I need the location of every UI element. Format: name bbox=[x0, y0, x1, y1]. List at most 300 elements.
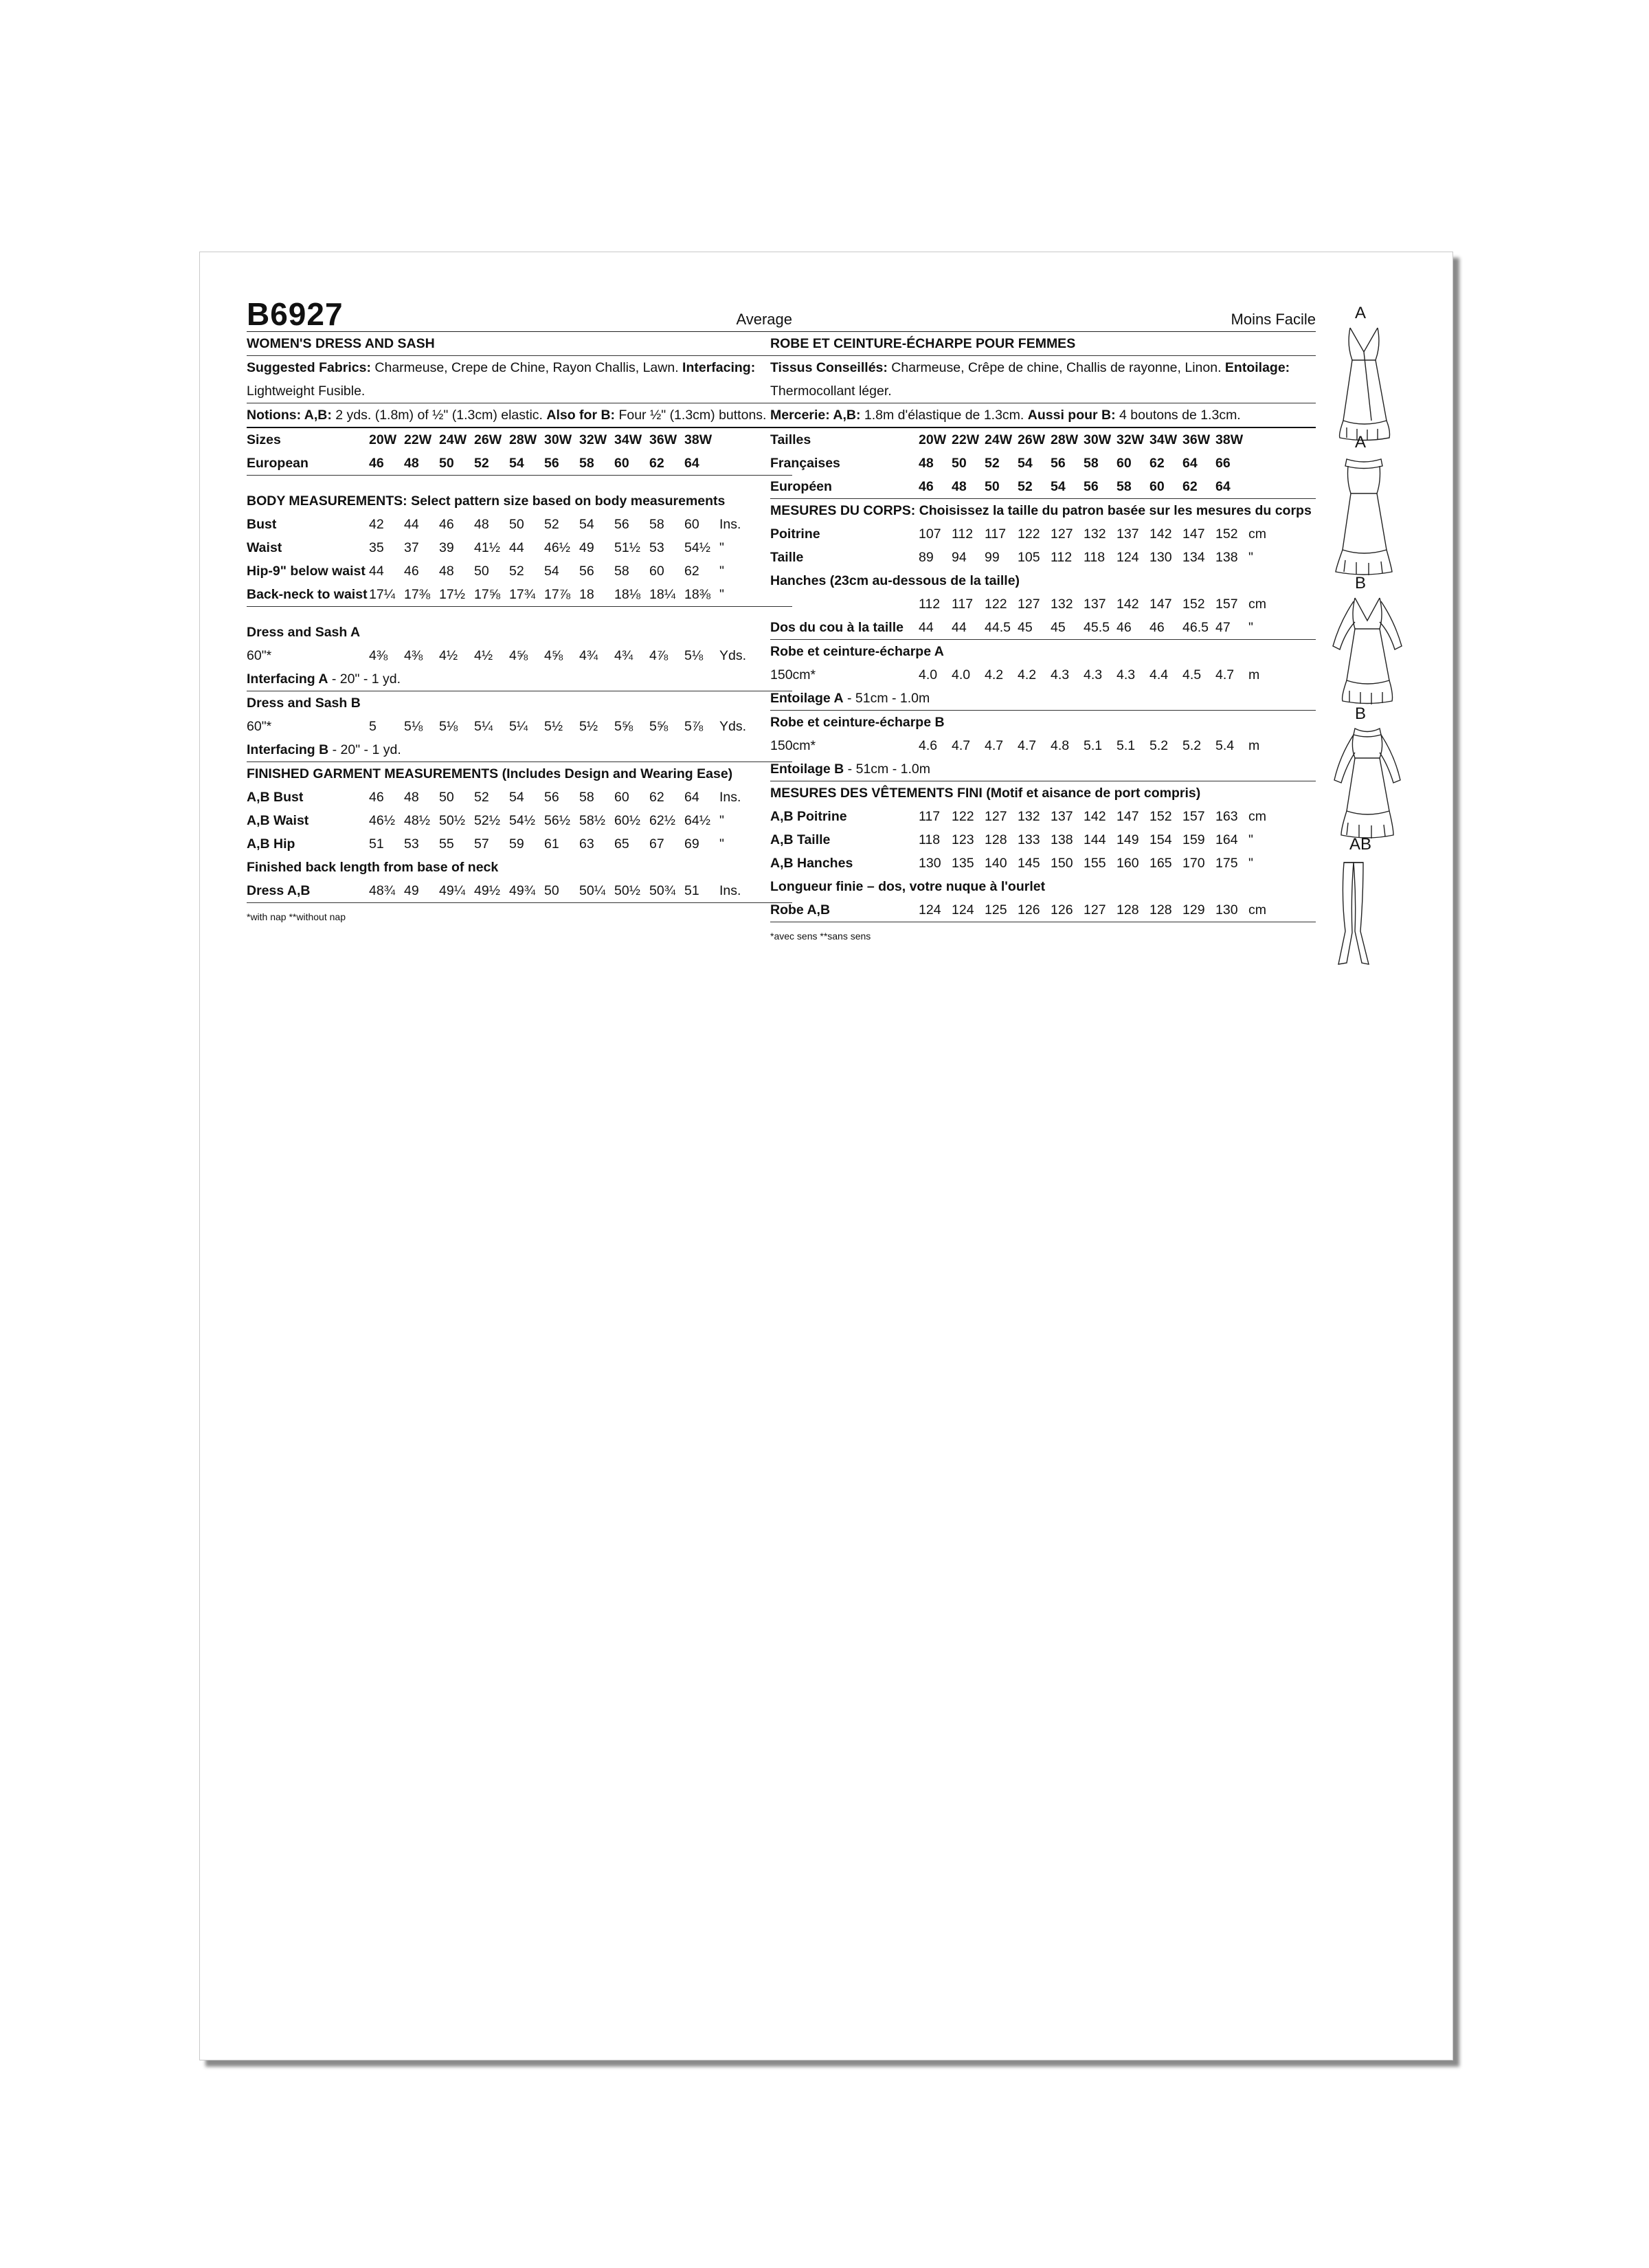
size-value-cell: 17¼ bbox=[369, 587, 395, 602]
size-value-cell: 46½ bbox=[369, 813, 395, 828]
view-b-fabric-width: 150cm* bbox=[770, 738, 816, 753]
size-value-cell: 118 bbox=[1084, 550, 1106, 565]
back-length-row bbox=[770, 898, 1316, 922]
notions-b-text: Four ½" (1.3cm) buttons. bbox=[615, 408, 767, 423]
size-value-cell: 52 bbox=[985, 456, 1000, 471]
size-value-cell: 142 bbox=[1149, 526, 1172, 542]
view-letter: A bbox=[1354, 304, 1366, 322]
size-value-cell: 56 bbox=[1051, 456, 1066, 471]
size-value-cell: 154 bbox=[1149, 832, 1172, 847]
size-value-cell: 5.2 bbox=[1149, 738, 1169, 753]
size-value-cell: 50¾ bbox=[649, 883, 675, 898]
size-value-cell: 118 bbox=[919, 832, 941, 847]
sizes-cells bbox=[369, 428, 719, 452]
size-value-cell: 133 bbox=[1018, 832, 1040, 847]
pattern-title: WOMEN'S DRESS AND SASH bbox=[247, 332, 792, 356]
size-value-cell: 127 bbox=[1084, 902, 1106, 918]
size-value-cell: 67 bbox=[649, 836, 664, 852]
view-letter: AB bbox=[1349, 835, 1371, 854]
size-value-cell: 124 bbox=[1117, 550, 1139, 565]
european-row bbox=[770, 475, 1316, 499]
size-value-cell: 152 bbox=[1215, 526, 1238, 542]
size-value-cell: 62 bbox=[1149, 456, 1165, 471]
finished-measurements-heading: MESURES DES VÊTEMENTS FINI (Motif et aisance de port compris) bbox=[770, 786, 1201, 801]
size-value-cell: 142 bbox=[1117, 597, 1139, 612]
size-value-cell: 20W bbox=[919, 432, 947, 447]
measurement-cells bbox=[919, 546, 1248, 569]
size-value-cell: 62 bbox=[649, 456, 664, 471]
size-value-cell: 54 bbox=[509, 456, 524, 471]
size-value-cell: 54 bbox=[544, 564, 559, 579]
interfacing-b-text: - 20" - 1 yd. bbox=[328, 742, 401, 757]
sizes-label: Tailles bbox=[770, 432, 811, 447]
interfacing-b-label: Entoilage B bbox=[770, 761, 844, 777]
size-value-cell: 44.5 bbox=[985, 620, 1011, 635]
measurement-unit: " bbox=[1248, 550, 1253, 565]
francaises-label: Françaises bbox=[770, 456, 840, 471]
size-value-cell: 35 bbox=[369, 540, 384, 555]
view-a-heading: Robe et ceinture-écharpe A bbox=[770, 644, 944, 659]
size-value-cell: 4.2 bbox=[1018, 667, 1037, 682]
interfacing-label: Entoilage: bbox=[1224, 360, 1290, 375]
size-value-cell: 60 bbox=[614, 790, 629, 805]
footnote: *with nap **without nap bbox=[247, 911, 346, 922]
size-value-cell: 17¾ bbox=[509, 587, 535, 602]
size-value-cell: 5½ bbox=[579, 719, 598, 734]
body-measurement-rows bbox=[247, 513, 792, 606]
size-value-cell: 112 bbox=[1051, 550, 1073, 565]
measurement-unit: cm bbox=[1248, 526, 1266, 542]
view-a-heading: Dress and Sash A bbox=[247, 625, 361, 640]
back-length-unit: Ins. bbox=[719, 883, 741, 898]
interfacing-b-text: - 51cm - 1.0m bbox=[844, 761, 930, 777]
measurement-row bbox=[770, 522, 1316, 546]
measurement-label: A,B Poitrine bbox=[770, 809, 847, 824]
view-a-yardage-cells bbox=[369, 644, 719, 667]
measurement-row bbox=[247, 809, 792, 832]
hip-row bbox=[770, 592, 1316, 616]
measurement-label: Back-neck to waist bbox=[247, 587, 368, 602]
size-value-cell: 30W bbox=[544, 432, 572, 447]
notions-b-label: Also for B: bbox=[546, 408, 616, 423]
size-value-cell: 58 bbox=[1084, 456, 1099, 471]
size-value-cell: 157 bbox=[1182, 809, 1205, 824]
back-neck-label: Dos du cou à la taille bbox=[770, 620, 904, 635]
size-value-cell: 49½ bbox=[474, 883, 500, 898]
size-value-cell: 52 bbox=[509, 564, 524, 579]
size-value-cell: 48 bbox=[919, 456, 934, 471]
size-value-cell: 5.1 bbox=[1084, 738, 1103, 753]
measurement-cells bbox=[369, 513, 719, 536]
size-value-cell: 49 bbox=[579, 540, 594, 555]
size-value-cell: 46 bbox=[369, 456, 384, 471]
fabrics-line bbox=[247, 356, 792, 379]
size-value-cell: 50 bbox=[509, 517, 524, 532]
size-value-cell: 48 bbox=[404, 790, 419, 805]
measurement-row bbox=[247, 786, 792, 809]
size-value-cell: 149 bbox=[1117, 832, 1139, 847]
view-letter: B bbox=[1354, 704, 1366, 723]
fabrics-line bbox=[770, 356, 1316, 379]
size-value-cell: 99 bbox=[985, 550, 1000, 565]
size-value-cell: 58 bbox=[649, 517, 664, 532]
view-b-heading: Robe et ceinture-écharpe B bbox=[770, 715, 945, 730]
size-value-cell: 125 bbox=[985, 902, 1007, 918]
size-value-cell: 61 bbox=[544, 836, 559, 852]
european-row bbox=[247, 452, 792, 476]
notions-line bbox=[247, 403, 792, 428]
size-value-cell: 126 bbox=[1018, 902, 1040, 918]
size-value-cell: 48 bbox=[474, 517, 489, 532]
measurement-label: A,B Hip bbox=[247, 836, 295, 852]
size-value-cell: 160 bbox=[1117, 856, 1139, 871]
measurement-row bbox=[770, 805, 1316, 828]
size-value-cell: 59 bbox=[509, 836, 524, 852]
dress-sketch-icon bbox=[1326, 454, 1402, 581]
notions-b-label: Aussi pour B: bbox=[1027, 408, 1116, 423]
notions-label: Notions: A,B: bbox=[247, 408, 332, 423]
measurement-cells bbox=[919, 522, 1248, 546]
size-value-cell: 130 bbox=[1215, 902, 1238, 918]
view-a-fabric-width: 60"* bbox=[247, 648, 272, 663]
size-value-cell: 122 bbox=[1018, 526, 1040, 542]
size-value-cell: 56 bbox=[614, 517, 629, 532]
size-value-cell: 4.5 bbox=[1182, 667, 1202, 682]
body-measurement-rows bbox=[770, 522, 1316, 569]
size-value-cell: 41½ bbox=[474, 540, 500, 555]
size-value-cell: 4.4 bbox=[1149, 667, 1169, 682]
interfacing-b-line bbox=[770, 757, 1316, 781]
size-value-cell: 135 bbox=[952, 856, 974, 871]
size-value-cell: 4.0 bbox=[919, 667, 938, 682]
dress-sketch-icon bbox=[1326, 324, 1402, 448]
size-value-cell: 18⅜ bbox=[684, 587, 710, 602]
back-length-cells bbox=[919, 898, 1248, 922]
size-value-cell: 46 bbox=[369, 790, 384, 805]
view-b-yardage-cells bbox=[369, 715, 719, 738]
back-length-heading: Longueur finie – dos, votre nuque à l'ourlet bbox=[770, 879, 1046, 894]
notions-text: 2 yds. (1.8m) of ½" (1.3cm) elastic. bbox=[331, 408, 547, 423]
size-value-cell: 39 bbox=[439, 540, 454, 555]
size-value-cell: 107 bbox=[919, 526, 941, 542]
size-value-cell: 124 bbox=[952, 902, 974, 918]
size-value-cell: 50 bbox=[544, 883, 559, 898]
interfacing-text: Thermocollant léger. bbox=[770, 379, 1316, 403]
fabrics-label: Suggested Fabrics: bbox=[247, 360, 371, 375]
hip-heading: Hanches (23cm au-dessous de la taille) bbox=[770, 573, 1020, 588]
size-value-cell: 48 bbox=[404, 456, 419, 471]
size-value-cell: 4⅝ bbox=[509, 648, 528, 663]
measurement-label: Bust bbox=[247, 517, 277, 532]
sizes-cells bbox=[919, 428, 1248, 452]
size-value-cell: 112 bbox=[952, 526, 974, 542]
size-value-cell: 63 bbox=[579, 836, 594, 852]
back-neck-cells bbox=[919, 616, 1248, 639]
measurement-unit: " bbox=[1248, 832, 1253, 847]
size-value-cell: 34W bbox=[1149, 432, 1178, 447]
european-label: European bbox=[247, 456, 309, 471]
view-b-yardage-row bbox=[247, 715, 792, 738]
size-value-cell: 130 bbox=[919, 856, 941, 871]
size-value-cell: 69 bbox=[684, 836, 699, 852]
size-value-cell: 137 bbox=[1084, 597, 1106, 612]
measurement-label: Hip-9" below waist bbox=[247, 564, 366, 579]
size-value-cell: 89 bbox=[919, 550, 934, 565]
size-value-cell: 147 bbox=[1182, 526, 1205, 542]
size-value-cell: 5.2 bbox=[1182, 738, 1202, 753]
measurement-row bbox=[247, 832, 792, 856]
notions-text: 1.8m d'élastique de 1.3cm. bbox=[860, 408, 1028, 423]
size-value-cell: 42 bbox=[369, 517, 384, 532]
measurement-row bbox=[247, 513, 792, 536]
size-value-cell: 4.0 bbox=[952, 667, 971, 682]
measurement-row bbox=[770, 828, 1316, 852]
yardage-unit: Yds. bbox=[719, 719, 747, 734]
view-a-yardage-cells bbox=[919, 663, 1248, 687]
size-value-cell: 54 bbox=[1018, 456, 1033, 471]
size-value-cell: 53 bbox=[404, 836, 419, 852]
size-value-cell: 52 bbox=[1018, 479, 1033, 494]
size-value-cell: 4⅞ bbox=[649, 648, 669, 663]
measurement-cells bbox=[369, 786, 719, 809]
size-value-cell: 147 bbox=[1149, 597, 1172, 612]
size-value-cell: 46 bbox=[1149, 620, 1165, 635]
size-value-cell: 150 bbox=[1051, 856, 1073, 871]
size-value-cell: 37 bbox=[404, 540, 419, 555]
size-value-cell: 132 bbox=[1018, 809, 1040, 824]
interfacing-text: Lightweight Fusible. bbox=[247, 379, 792, 403]
size-value-cell: 24W bbox=[985, 432, 1013, 447]
sizes-row bbox=[247, 428, 792, 452]
measurement-row bbox=[247, 536, 792, 559]
size-value-cell: 123 bbox=[952, 832, 974, 847]
size-value-cell: 117 bbox=[952, 597, 974, 612]
measurement-label: Poitrine bbox=[770, 526, 820, 542]
size-value-cell: 56 bbox=[544, 456, 559, 471]
size-value-cell: 152 bbox=[1149, 809, 1172, 824]
size-value-cell: 132 bbox=[1051, 597, 1073, 612]
size-value-cell: 117 bbox=[985, 526, 1007, 542]
size-value-cell: 132 bbox=[1084, 526, 1106, 542]
size-value-cell: 130 bbox=[1149, 550, 1172, 565]
size-value-cell: 4.2 bbox=[985, 667, 1004, 682]
back-length-row bbox=[247, 879, 792, 903]
size-value-cell: 50 bbox=[474, 564, 489, 579]
size-value-cell: 44 bbox=[952, 620, 967, 635]
measurement-row bbox=[770, 852, 1316, 875]
size-value-cell: 44 bbox=[404, 517, 419, 532]
size-value-cell: 152 bbox=[1182, 597, 1205, 612]
size-value-cell: 36W bbox=[649, 432, 677, 447]
fabrics-text: Charmeuse, Crêpe de chine, Challis de rayonne, Linon. bbox=[887, 360, 1225, 375]
francaises-cells bbox=[919, 452, 1248, 475]
measurement-cells bbox=[369, 832, 719, 856]
measurement-cells bbox=[369, 809, 719, 832]
size-value-cell: 62½ bbox=[649, 813, 675, 828]
size-value-cell: 52 bbox=[544, 517, 559, 532]
size-value-cell: 34W bbox=[614, 432, 642, 447]
size-value-cell: 62 bbox=[684, 564, 699, 579]
size-value-cell: 5⅞ bbox=[684, 719, 704, 734]
size-value-cell: 49¼ bbox=[439, 883, 465, 898]
size-value-cell: 64½ bbox=[684, 813, 710, 828]
size-value-cell: 49¾ bbox=[509, 883, 535, 898]
size-value-cell: 147 bbox=[1117, 809, 1139, 824]
size-value-cell: 117 bbox=[919, 809, 941, 824]
notions-b-text: 4 boutons de 1.3cm. bbox=[1115, 408, 1241, 423]
size-value-cell: 128 bbox=[985, 832, 1007, 847]
interfacing-a-text: - 51cm - 1.0m bbox=[843, 691, 930, 706]
size-value-cell: 62 bbox=[1182, 479, 1198, 494]
measurement-unit: " bbox=[719, 813, 724, 828]
size-value-cell: 56 bbox=[544, 790, 559, 805]
size-value-cell: 164 bbox=[1215, 832, 1238, 847]
difficulty-label: Moins Facile bbox=[770, 296, 1316, 332]
size-value-cell: 5⅛ bbox=[439, 719, 458, 734]
back-neck-row bbox=[770, 616, 1316, 640]
size-value-cell: 48 bbox=[952, 479, 967, 494]
measurement-cells bbox=[369, 583, 719, 606]
size-value-cell: 50 bbox=[985, 479, 1000, 494]
size-value-cell: 4¾ bbox=[614, 648, 633, 663]
size-value-cell: 5.4 bbox=[1215, 738, 1235, 753]
size-value-cell: 4.6 bbox=[919, 738, 938, 753]
view-a-fabric-width: 150cm* bbox=[770, 667, 816, 682]
view-b-fabric-width: 60"* bbox=[247, 719, 272, 734]
measurement-label: A,B Waist bbox=[247, 813, 309, 828]
size-value-cell: 56 bbox=[1084, 479, 1099, 494]
size-value-cell: 56½ bbox=[544, 813, 570, 828]
size-value-cell: 159 bbox=[1182, 832, 1205, 847]
measurement-label: A,B Bust bbox=[247, 790, 304, 805]
size-value-cell: 30W bbox=[1084, 432, 1112, 447]
size-value-cell: 4½ bbox=[474, 648, 493, 663]
size-value-cell: 52 bbox=[474, 790, 489, 805]
size-value-cell: 51 bbox=[369, 836, 384, 852]
size-value-cell: 22W bbox=[404, 432, 432, 447]
size-value-cell: 50¼ bbox=[579, 883, 605, 898]
size-value-cell: 163 bbox=[1215, 809, 1238, 824]
measurement-cells bbox=[369, 536, 719, 559]
size-value-cell: 4⅜ bbox=[404, 648, 423, 663]
size-value-cell: 54 bbox=[1051, 479, 1066, 494]
size-value-cell: 46.5 bbox=[1182, 620, 1209, 635]
measurement-unit: " bbox=[719, 587, 724, 602]
size-value-cell: 60 bbox=[1117, 456, 1132, 471]
size-value-cell: 122 bbox=[952, 809, 974, 824]
size-value-cell: 50½ bbox=[614, 883, 640, 898]
measurement-row bbox=[770, 546, 1316, 569]
size-value-cell: 46 bbox=[439, 517, 454, 532]
size-value-cell: 128 bbox=[1117, 902, 1139, 918]
size-value-cell: 46 bbox=[404, 564, 419, 579]
size-value-cell: 5½ bbox=[544, 719, 563, 734]
size-value-cell: 18⅛ bbox=[614, 587, 640, 602]
size-value-cell: 122 bbox=[985, 597, 1007, 612]
size-value-cell: 4.7 bbox=[985, 738, 1004, 753]
size-value-cell: 24W bbox=[439, 432, 467, 447]
size-value-cell: 55 bbox=[439, 836, 454, 852]
size-value-cell: 138 bbox=[1215, 550, 1238, 565]
hip-unit: cm bbox=[1248, 597, 1266, 612]
back-length-heading: Finished back length from base of neck bbox=[247, 860, 499, 875]
back-length-label: Dress A,B bbox=[247, 883, 311, 898]
finished-measurement-rows bbox=[770, 805, 1316, 875]
european-label: Européen bbox=[770, 479, 832, 494]
yardage-unit: m bbox=[1248, 667, 1260, 682]
measurement-unit: " bbox=[719, 836, 724, 852]
measurement-unit: " bbox=[1248, 856, 1253, 871]
size-value-cell: 5⅝ bbox=[614, 719, 633, 734]
size-value-cell: 155 bbox=[1084, 856, 1106, 871]
interfacing-label: Interfacing: bbox=[682, 360, 756, 375]
size-value-cell: 45 bbox=[1018, 620, 1033, 635]
fabrics-label: Tissus Conseillés: bbox=[770, 360, 888, 375]
size-value-cell: 58 bbox=[614, 564, 629, 579]
size-value-cell: 4.3 bbox=[1051, 667, 1070, 682]
size-value-cell: 36W bbox=[1182, 432, 1211, 447]
size-value-cell: 94 bbox=[952, 550, 967, 565]
measurement-cells bbox=[919, 852, 1248, 875]
european-cells bbox=[369, 452, 719, 475]
view-a-yardage-row bbox=[247, 644, 792, 667]
size-value-cell: 26W bbox=[1018, 432, 1046, 447]
size-value-cell: 137 bbox=[1117, 526, 1139, 542]
size-value-cell: 28W bbox=[1051, 432, 1079, 447]
size-value-cell: 56 bbox=[579, 564, 594, 579]
size-value-cell: 32W bbox=[579, 432, 607, 447]
size-value-cell: 54½ bbox=[684, 540, 710, 555]
size-value-cell: 127 bbox=[985, 809, 1007, 824]
size-value-cell: 38W bbox=[1215, 432, 1244, 447]
size-value-cell: 22W bbox=[952, 432, 980, 447]
size-value-cell: 165 bbox=[1149, 856, 1172, 871]
size-value-cell: 18 bbox=[579, 587, 594, 602]
size-value-cell: 134 bbox=[1182, 550, 1205, 565]
size-value-cell: 46 bbox=[919, 479, 934, 494]
size-value-cell: 105 bbox=[1018, 550, 1040, 565]
measurement-label: Taille bbox=[770, 550, 804, 565]
size-value-cell: 66 bbox=[1215, 456, 1231, 471]
size-value-cell: 64 bbox=[684, 790, 699, 805]
fabrics-text: Charmeuse, Crepe de Chine, Rayon Challis, Lawn. bbox=[370, 360, 683, 375]
size-value-cell: 5⅛ bbox=[404, 719, 423, 734]
size-value-cell: 127 bbox=[1051, 526, 1073, 542]
size-value-cell: 170 bbox=[1182, 856, 1205, 871]
size-value-cell: 157 bbox=[1215, 597, 1238, 612]
size-value-cell: 17⅝ bbox=[474, 587, 500, 602]
size-value-cell: 4.8 bbox=[1051, 738, 1070, 753]
interfacing-a-label: Interfacing A bbox=[247, 671, 328, 687]
size-value-cell: 4.3 bbox=[1117, 667, 1136, 682]
size-value-cell: 4⅜ bbox=[369, 648, 388, 663]
size-value-cell: 26W bbox=[474, 432, 502, 447]
size-value-cell: 32W bbox=[1117, 432, 1145, 447]
measurement-cells bbox=[919, 805, 1248, 828]
size-value-cell: 54½ bbox=[509, 813, 535, 828]
yardage-unit: Yds. bbox=[719, 648, 747, 663]
francaises-row bbox=[770, 452, 1316, 475]
size-value-cell: 38W bbox=[684, 432, 713, 447]
size-value-cell: 5⅝ bbox=[649, 719, 669, 734]
size-value-cell: 50 bbox=[439, 456, 454, 471]
size-value-cell: 4.7 bbox=[1215, 667, 1235, 682]
back-length-unit: cm bbox=[1248, 902, 1266, 918]
interfacing-b-label: Interfacing B bbox=[247, 742, 329, 757]
french-column bbox=[770, 296, 1316, 943]
measurement-unit: cm bbox=[1248, 809, 1266, 824]
size-value-cell: 126 bbox=[1051, 902, 1073, 918]
